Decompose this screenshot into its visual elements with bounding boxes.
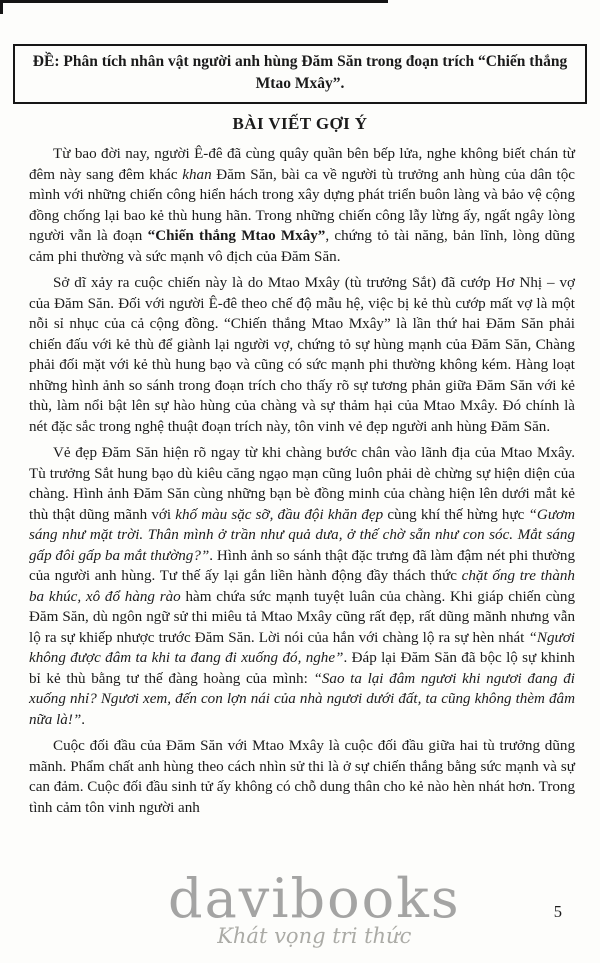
text-segment: Đăm Săn, bài ca về người tù trưởng anh hùng của dân tộc mình với những chiến công hiển hách trong xây dựng phát triển buôn làng và bảo vệ cộng đồng chống lại bao kẻ thù hung hãn. Trong những chiến công lẫy lừng ấy, ngất ngây lòng người vẫn là đoạn xyxy=(29,166,576,244)
text-segment: “Chiến thắng Mtao Mxây” xyxy=(147,228,326,244)
watermark-brand: davibooks xyxy=(168,867,461,930)
text-segment: Vẻ đẹp Đăm Săn hiện rõ ngay từ khi chàng bước chân vào lãnh địa của Mtao Mxây. Tù trưởng Sắt hung bạo dù kiêu căng ngạo mạn cũng luôn phải dè chừng sự hiện diện của chàng. Hình ảnh Đăm Săn cùng những bạn bè đồng minh của chàng hiện lên dưới mắt kẻ thù thật dũng mãnh với xyxy=(29,445,575,523)
scan-artifact-left xyxy=(0,0,3,14)
text-segment: khố màu sặc sỡ, đầu đội khăn đẹp xyxy=(175,506,384,523)
topic-label: ĐỀ: xyxy=(32,53,60,70)
text-segment: . xyxy=(81,711,86,728)
body-paragraphs xyxy=(29,144,575,824)
text-segment: Từ bao đời nay, người Ê-đê đã cùng quây quần bên bếp lửa, nghe không biết chán từ đêm này sang đêm khác xyxy=(29,146,575,183)
text-segment: . Đáp lại Đăm Săn đã bộc lộ sự khinh bỉ kẻ thù bằng tư thế đàng hoàng của mình: xyxy=(29,650,575,687)
paragraph xyxy=(29,443,575,730)
text-segment: khan xyxy=(182,166,212,183)
watermark xyxy=(168,867,461,948)
topic-text: Phân tích nhân vật người anh hùng Đăm Săn trong đoạn trích “Chiến thắng Mtao Mxây”. xyxy=(63,53,568,92)
topic-box xyxy=(13,44,587,104)
paragraph xyxy=(29,144,575,267)
text-segment: chặt ống tre thành ba khúc, xô đổ hàng rào xyxy=(29,568,575,605)
text-segment: , chứng tỏ tài năng, bản lĩnh, lòng dũng cảm phi thường và sức mạnh vô địch của Đăm Săn. xyxy=(29,228,575,265)
paragraph xyxy=(29,736,575,818)
scan-artifact-top xyxy=(0,0,388,3)
text-segment: “Gươm sáng như mặt trời. Thân mình ở trần như quả dưa, ở thế chờ sẵn như con sóc. Mắt sáng gấp đôi gấp ba mắt thường?” xyxy=(29,506,576,564)
text-segment: cùng khí thế hừng hực xyxy=(383,506,529,523)
page-number: 5 xyxy=(553,902,562,921)
text-segment: hàm chứa sức mạnh tuyệt luân của chàng. Khi giáp chiến cùng Đăm Săn, dù ngôn ngữ sử thi miêu tả Mtao Mxây cũng rất đẹp, rất dũng mãnh nhưng vẫn lộ ra sự khiếp nhược trước Đăm Săn. Lời nói của hắn với chàng lộ ra sự hèn nhát xyxy=(29,588,575,646)
text-segment: Sở dĩ xảy ra cuộc chiến này là do Mtao Mxây (tù trưởng Sắt) đã cướp Hơ Nhị – vợ của Đăm Săn. Đối với người Ê-đê theo chế độ mẫu hệ, việc bị kẻ thù cướp mất vợ là một nỗi sỉ nhục của cả cộng đồng. “Chiến thắng Mtao Mxây” là lần thứ hai Đăm Săn phải chiến đấu với kẻ thù để giành lại người vợ, chứng tỏ sự hùng mạnh của Đăm Săn, Chàng phải đối mặt với kẻ thù hung bạo và cũng có sức mạnh phi thường không kém. Hàng loạt những hình ảnh so sánh trong đoạn trích cho thấy rõ sự tương phản giữa Đăm Săn với kẻ thù, làm nổi bật lên sự hào hùng của chàng và sự thảm hại của Mtao Mxây. Đó chính là nét đặc sắc trong nghệ thuật đoạn trích này, tôn vinh vẻ đẹp người anh hùng Đăm Săn. xyxy=(29,275,575,435)
watermark-slogan: Khát vọng tri thức xyxy=(217,924,412,948)
text-segment: “Sao ta lại đâm ngươi khi ngươi đang đi xuống nhỉ? Ngươi xem, đến con lợn nái của nhà ngươi dưới đất, ta cũng không thèm đâm nữa là!” xyxy=(29,670,575,728)
text-segment: Cuộc đối đầu của Đăm Săn với Mtao Mxây là cuộc đối đầu giữa hai tù trưởng dũng mãnh. Phẩm chất anh hùng theo cách nhìn sử thi là ở sự chiến thắng bằng sức mạnh và sự can đảm. Cuộc đối đầu sinh tử ấy không có chỗ dung thân cho kẻ nào hèn nhát hơn. Trong tình cảm tôn vinh người anh xyxy=(29,738,575,816)
text-segment: . Hình ảnh so sánh thật đặc trưng đã làm đậm nét phi thường của người anh hùng. Tư thế ấy lại gắn liền hành động đầy thách thức xyxy=(29,547,576,584)
paragraph xyxy=(29,273,575,437)
text-segment: “Ngươi không được đâm ta khi ta đang đi xuống đó, nghe” xyxy=(29,629,575,666)
essay-title: BÀI VIẾT GỢI Ý xyxy=(232,114,368,133)
